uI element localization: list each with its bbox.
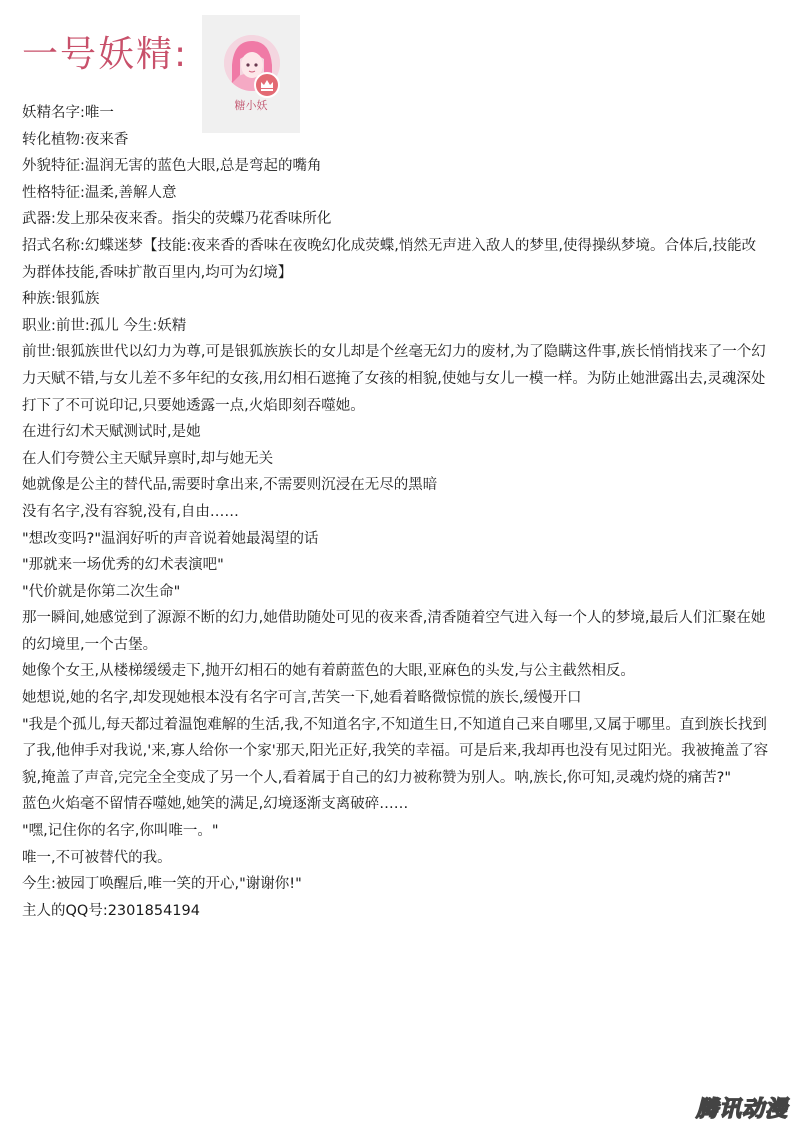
story-line: "代价就是你第二次生命" [22, 583, 181, 600]
line-owner-qq: 主人的QQ号:2301854194 [22, 902, 200, 919]
story-line: 在人们夸赞公主天赋异禀时,却与她无关 [22, 450, 274, 467]
page-title: 一号妖精: [22, 34, 189, 75]
profile-text [22, 100, 770, 924]
tencent-comic-watermark: 腾讯动漫 [695, 1097, 788, 1122]
story-line: 在进行幻术天赋测试时,是她 [22, 424, 201, 441]
author-name[interactable]: 糖小妖 [234, 99, 268, 112]
story-line: 她想说,她的名字,却发现她根本没有名字可言,苦笑一下,她看着略微惊慌的族长,缓慢开口 [22, 690, 582, 707]
line-name: 妖精名字:唯一 [22, 105, 114, 121]
line-current-life: 今生:被园丁唤醒后,唯一笑的开心,"谢谢你!" [22, 876, 302, 893]
line-profession: 职业:前世:孤儿 今生:妖精 [22, 317, 187, 334]
story-line: 那一瞬间,她感觉到了源源不断的幻力,她借助随处可见的夜来香,清香随着空气进入每一个人的梦境,最后人们汇聚在她的幻境里,一个古堡。 [22, 610, 766, 653]
story-line: 唯一,不可被替代的我。 [22, 849, 172, 866]
story-line: "我是个孤儿,每天都过着温饱难解的生活,我,不知道名字,不知道生日,不知道自己来自哪里,又属于哪里。直到族长找到了我,他伸手对我说,'来,寡人给你一个家'那天,阳光正好,我笑的幸福。可是后来,我却再也没有见过阳光。我被掩盖了容貌,掩盖了声音,完完全全变成了另一个人,看着属于自己的幻力被称赞为别人。呐,族长,你可知,灵魂灼烧的痛苦?" [22, 716, 769, 786]
line-plant: 转化植物:夜来香 [22, 131, 129, 148]
line-weapon: 武器:发上那朵夜来香。指尖的荧蝶乃花香味所化 [22, 211, 332, 228]
story-line: 蓝色火焰毫不留情吞噬她,她笑的满足,幻境逐渐支离破碎…… [22, 796, 409, 813]
line-race: 种族:银狐族 [22, 291, 100, 308]
crown-badge-icon [254, 72, 280, 98]
story-line: "那就来一场优秀的幻术表演吧" [22, 557, 224, 574]
line-personality: 性格特征:温柔,善解人意 [22, 184, 177, 201]
story-line: 没有名字,没有容貌,没有,自由…… [22, 503, 239, 520]
story-line: "想改变吗?"温润好听的声音说着她最渴望的话 [22, 530, 319, 547]
story-line: "嘿,记住你的名字,你叫唯一。" [22, 823, 219, 840]
line-appearance: 外貌特征:温润无害的蓝色大眼,总是弯起的嘴角 [22, 158, 322, 175]
story-line: 她就像是公主的替代品,需要时拿出来,不需要则沉浸在无尽的黑暗 [22, 477, 438, 494]
line-past-life: 前世:银狐族世代以幻力为尊,可是银狐族族长的女儿却是个丝毫无幻力的废材,为了隐瞒这件事,族长悄悄找来了一个幻力天赋不错,与女儿差不多年纪的女孩,用幻相石遮掩了女孩的相貌,使她与女儿一模一样。为防止她泄露出去,灵魂深处打下了不可说印记,只要她透露一点,火焰即刻吞噬她。 [22, 344, 766, 414]
line-skill: 招式名称:幻蝶迷梦【技能:夜来香的香味在夜晚幻化成荧蝶,悄然无声进入敌人的梦里,使得操纵梦境。合体后,技能改为群体技能,香味扩散百里内,均可为幻境】 [22, 237, 757, 281]
story-line: 她像个女王,从楼梯缓缓走下,抛开幻相石的她有着蔚蓝色的大眼,亚麻色的头发,与公主截然相反。 [22, 663, 635, 680]
